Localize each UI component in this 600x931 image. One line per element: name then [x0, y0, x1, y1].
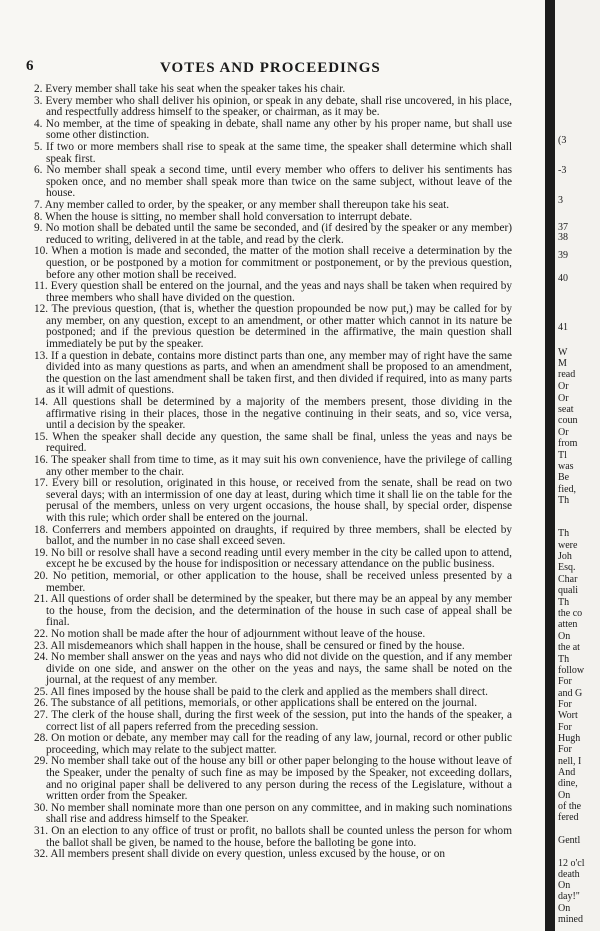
adjacent-page-fragment: the co	[558, 608, 583, 619]
rule-item: 4. No member, at the time of speaking in debate, shall name any other by his proper name, but shall use some other distinction.	[34, 117, 512, 142]
rule-item: 31. On an election to any office of trust or profit, no ballots shall be counted unless the person for whom the ballot shall be given, be named to the house, before the balloting be gone into.	[34, 825, 512, 849]
adjacent-page-fragment: Wort	[558, 710, 578, 721]
adjacent-page-fragment: M	[558, 358, 567, 369]
adjacent-page-fragment: were	[558, 540, 578, 551]
adjacent-page-fragment: death	[558, 869, 580, 880]
adjacent-page-fragment: For	[558, 699, 572, 710]
adjacent-page-fragment: Tl	[558, 450, 567, 461]
adjacent-page-fragment: On	[558, 790, 571, 801]
rule-item: 6. No member shall speak a second time, until every member who offers to deliver his sentiments has spoken once, and no member shall speak more than twice on the same subject, without leave of the house.	[34, 164, 512, 200]
adjacent-page-fragment: follow	[558, 665, 585, 676]
adjacent-page-fragment: dine,	[558, 778, 578, 789]
adjacent-page-fragment: Or	[558, 381, 569, 392]
adjacent-page-fragment: Th	[558, 528, 570, 539]
adjacent-page-fragment: 39	[558, 250, 568, 261]
adjacent-page-fragment: 37	[558, 222, 568, 233]
adjacent-page-fragment: Joh	[558, 551, 572, 562]
rule-item: 12. The previous question, (that is, whether the question propounded be now put,) may be called for by any member, on any question, except to an amendment, or other matter which cannot in its nature be postponed; and if the previous question be determined in the affirmative, the main question shall immediately be put by the speaker.	[34, 303, 512, 351]
rule-item: 7. Any member called to order, by the speaker, or any member shall thereupon take his seat.	[34, 198, 450, 211]
adjacent-page-fragment: and G	[558, 688, 583, 699]
adjacent-page-fragment: the at	[558, 642, 580, 653]
adjacent-page-fragment: On	[558, 903, 571, 914]
rule-item: 19. No bill or resolve shall have a second reading until every member in the city be called upon to attend, except he be excused by the house for indisposition or necessary attendance on the public business.	[34, 546, 512, 571]
adjacent-page-fragment: atten	[558, 619, 578, 630]
rule-item: 5. If two or more members shall rise to speak at the same time, the speaker shall determine which shall speak first.	[34, 140, 512, 165]
adjacent-page-fragment: read	[558, 369, 576, 380]
adjacent-page-fragment: Hugh	[558, 733, 581, 744]
adjacent-page-fragment: Esq.	[558, 562, 576, 573]
adjacent-page-fragment: quali	[558, 585, 578, 596]
adjacent-page-edge	[555, 0, 600, 931]
rule-item: 32. All members present shall divide on every question, unless excused by the house, or on	[34, 848, 446, 861]
rule-item: 3. Every member who shall deliver his opinion, or speak in any debate, shall rise uncovered, in his place, and respectfully address himself to the speaker, or chairman, as it may be.	[34, 94, 512, 119]
rule-item: 15. When the speaker shall decide any question, the same shall be final, unless the yeas and nays be required.	[34, 430, 512, 455]
adjacent-page-fragment: mined	[558, 914, 583, 925]
rule-item: 2. Every member shall take his seat when the speaker takes his chair.	[34, 83, 346, 95]
adjacent-page-fragment: -3	[558, 165, 567, 176]
rule-item: 21. All questions of order shall be determined by the speaker, but there may be an appeal by any member to the house, from the decision, and the determination of the house in such case of appeal shall be final.	[34, 593, 512, 629]
rule-item: 25. All fines imposed by the house shall be paid to the clerk and applied as the members shall direct.	[34, 685, 488, 698]
adjacent-page-fragment: nell, I	[558, 756, 582, 767]
adjacent-page-fragment: coun	[558, 415, 578, 426]
adjacent-page-fragment: 38	[558, 232, 568, 243]
rule-item: 28. On motion or debate, any member may call for the reading of any law, journal, record or other public proceeding, which may relate to the subject matter.	[34, 732, 512, 756]
adjacent-page-fragment: fied,	[558, 484, 577, 495]
adjacent-page-fragment: For	[558, 744, 572, 755]
adjacent-page-fragment: of the	[558, 801, 582, 812]
rule-item: 16. The speaker shall from time to time, as it may suit his own convenience, have the privilege of calling any other member to the chair.	[34, 454, 512, 478]
adjacent-page-fragment: W	[558, 347, 568, 358]
adjacent-page-fragment: 40	[558, 273, 568, 284]
rule-item: 26. The substance of all petitions, memorials, or other applications shall be entered on the journal.	[34, 697, 478, 710]
adjacent-page-fragment: Th	[558, 597, 570, 608]
rule-item: 29. No member shall take out of the house any bill or other paper belonging to the house without leave of the Speaker, under the penalty of such fine as may be imposed by the Speaker, not exceeding dollars, and no original paper shall be delivered to any person during the recess of the Legislature, without a written order from the Speaker.	[34, 755, 512, 803]
adjacent-page-fragment: 3	[558, 195, 563, 206]
adjacent-page-fragment: Char	[558, 574, 578, 585]
adjacent-page-fragment: On	[558, 631, 571, 642]
adjacent-page-fragment: day!"	[558, 891, 580, 902]
rule-item: 11. Every question shall be entered on the journal, and the yeas and nays shall be taken when required by three members who shall have divided on the question.	[34, 280, 512, 304]
book-gutter	[545, 0, 555, 931]
adjacent-page-fragment: For	[558, 676, 572, 687]
adjacent-page-fragment: Th	[558, 495, 570, 506]
adjacent-page-fragment: Or	[558, 393, 569, 404]
rule-item: 24. No member shall answer on the yeas and nays who did not divide on the question, and if any member divide on one side, and answer on the other on the yeas and nays, the same shall be noted on the journal, at the request of any member.	[34, 651, 512, 687]
rule-item: 13. If a question in debate, contains more distinct parts than one, any member may of right have the same divided into as many questions as parts, and when an amendment shall be proposed to an amendment, the question on the last amendment shall be taken first, and then divided if required, into as many parts as it will admit of questions.	[34, 349, 512, 397]
rule-item: 9. No motion shall be debated until the same be seconded, and (if desired by the speaker or any member) reduced to writing, delivered in at the table, and read by the clerk.	[34, 222, 512, 246]
adjacent-page-fragment: Gentl	[558, 835, 581, 846]
adjacent-page-fragment: was	[558, 461, 574, 472]
adjacent-page-fragment: And	[558, 767, 576, 778]
running-head: VOTES AND PROCEEDINGS	[160, 60, 381, 76]
adjacent-page-fragment: Th	[558, 654, 570, 665]
adjacent-page-fragment: For	[558, 722, 572, 733]
rule-item: 23. All misdemeanors which shall happen in the house, shall be censured or fined by the house.	[34, 639, 465, 652]
rule-item: 27. The clerk of the house shall, during the first week of the session, put into the hands of the speaker, a correct list of all papers referred from the preceding session.	[34, 709, 512, 733]
rule-item: 14. All questions shall be determined by a majority of the members present, those dividing in the affirmative rising in their places, those in the negative continuing in their seats, and so, vice versa, until a decision by the speaker.	[34, 396, 512, 432]
adjacent-page-fragment: from	[558, 438, 578, 449]
page-number: 6	[26, 58, 34, 74]
adjacent-page-fragment: (3	[558, 135, 567, 146]
adjacent-page-fragment: On	[558, 880, 571, 891]
rule-item: 30. No member shall nominate more than one person on any committee, and in making such nominations shall rise and address himself to the Speaker.	[34, 801, 512, 826]
adjacent-page-fragment: seat	[558, 404, 574, 415]
rule-item: 22. No motion shall be made after the hour of adjournment without leave of the house.	[34, 627, 426, 640]
rule-item: 10. When a motion is made and seconded, the matter of the motion shall receive a determination by the question, or be postponed by a motion for commitment or postponement, or by the previous question, before any other motion shall be received.	[34, 245, 512, 281]
adjacent-page-fragment: 12 o'cl	[558, 858, 585, 869]
adjacent-page-fragment: 41	[558, 322, 568, 333]
rule-item: 20. No petition, memorial, or other application to the house, shall be received unless presented by a member.	[34, 569, 512, 594]
rule-item: 18. Conferrers and members appointed on draughts, if required by three members, shall be elected by ballot, and the number in no case shall exceed seven.	[34, 523, 512, 548]
rule-item: 17. Every bill or resolution, originated in this house, or received from the senate, shall be read on two several days; with an intermission of one day at least, during which time it shall lie on the table for the perusal of the members, unless on very urgent occasions, the house shall, by special order, dispense with this rule; which order shall be entered on the journal.	[34, 477, 512, 524]
adjacent-page-fragment: Be	[558, 472, 570, 483]
adjacent-page-fragment: fered	[558, 812, 579, 823]
adjacent-page-fragment: Or	[558, 427, 569, 438]
rule-item: 8. When the house is sitting, no member shall hold conversation to interrupt debate.	[34, 210, 413, 223]
rules-list	[34, 84, 512, 861]
